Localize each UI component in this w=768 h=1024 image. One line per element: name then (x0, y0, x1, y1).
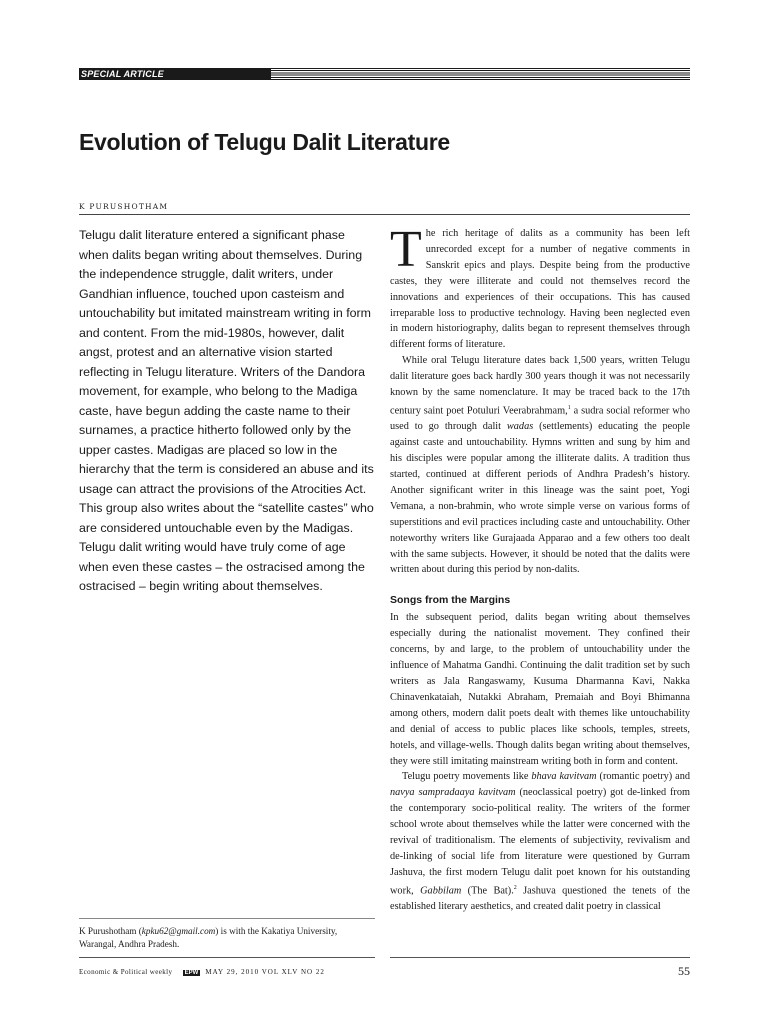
banner-rules (271, 68, 690, 80)
body-text: a sudra social reformer who used to go through dalit (390, 405, 690, 433)
author-rule (79, 214, 690, 215)
article-title: Evolution of Telugu Dalit Literature (79, 129, 450, 155)
page-number: 55 (678, 964, 690, 978)
abstract-text: Telugu dalit literature entered a significant phase when dalits began writing about themselves. During the independence struggle, dalit writers, under Gandhian influence, touched upon casteism and untouchability but imitated mainstream writing in form and content. From the mid-1980s, however, dalit angst, protest and an alternative vision started reflecting in Telugu literature. Writers of the Dandora movement, for example, who belong to the Madiga caste, have begun adding the caste name to their surnames, a practice hitherto followed only by the upper castes. Madigas are placed so low in the hierarchy that the term is considered an abuse and its usage can attract the provisions of the Atrocities Act. This group also writes about the “satellite castes” who are considered untouchable even by the Madigas. Telugu dalit writing would have truly come of age when even these castes – the ostracised among the ostracised – begin writing about themselves. (79, 228, 374, 593)
body-italic: bhava kavitvam (531, 771, 597, 783)
section-heading: Songs from the Margins (390, 594, 511, 607)
footnote-affiliation: ) is with the Kakatiya University, Warangal, Andhra Pradesh. (79, 926, 338, 949)
body-italic: Gabbilam (420, 885, 462, 897)
author-name: K PURUSHOTHAM (79, 202, 169, 211)
footnote-marker[interactable]: 1 (567, 404, 571, 411)
body-text: In the subsequent period, dalits began writing about themselves especially during the nationalist movement. They confined their concerns, by and large, to the problem of untouchability under the influence of Mahatma Gandhi. Continuing the dalit tradition set by such writers as Jala Rangaswamy, Kusuma Dharmanna Kavi, Nakka Chinavenkataiah, Nutakki Abraham, Premaiah and Boyi Bhimanna among others, modern dalit poets dealt with themes like untouchability and denial of access to public places like schools, temples, streets, hotels, and village-wells. Though dalits began writing about themselves, they were still imitating mainstream writing both in form and content. (390, 612, 690, 767)
footer-rule-right (390, 957, 690, 958)
body-paragraph (390, 769, 690, 915)
body-italic: navya sampradaaya kavitvam (390, 787, 516, 799)
abstract (79, 226, 375, 597)
body-column (390, 221, 690, 915)
section-banner (79, 68, 690, 80)
body-text: While oral Telugu literature dates back 1,500 years, written Telugu dalit literature goes back hardly 300 years though it was not necessarily known by the same nomenclature. It may be traced back to the 17th century saint poet Potuluri Veerabrahmam, (390, 355, 690, 417)
issue-date: MAY 29, 2010 VOL XLV NO 22 (205, 968, 325, 976)
body-text: (settlements) educating the people against caste and untouchability. Hymns written and sung by him and his disciples were popular among the illiterate dalits. A tradition thus started, continued at different periods of Andhra Pradesh’s history. Another significant writer in this lineage was the saint poet, Yogi Vemana, a non-brahmin, who wrote simple verse on various forms of superstitions and evil practices including caste and untouchability. Other noteworthy writers like Gurajaada Apparao and a few others too dealt with the same subjects. However, it should be noted that the dalits were written about during this period by non-dalits. (390, 421, 690, 576)
footnote-name: K Purushotham ( (79, 926, 142, 936)
body-text: (romantic poetry) and (596, 771, 690, 783)
footnote-marker[interactable]: 2 (513, 884, 517, 891)
body-paragraph (390, 353, 690, 578)
page-footer (79, 968, 325, 976)
body-text: Jashuva questioned the tenets of the established literary aesthetics, and created dalit poetry in classical (390, 885, 690, 913)
body-text: (The Bat). (461, 885, 514, 897)
body-text: (neoclassical poetry) got de-linked from the contemporary socio-political reality. The writers of the former school wrote about themselves while the latter were concerned with the revival of traditionalism. The elements of subjectivity, revivalism and de-linking of social life from literature were questioned by Gurram Jashuva, the first modern Telugu dalit poet known for his outstanding work, (390, 787, 690, 897)
body-text: he rich heritage of dalits as a community has been left unrecorded except for a number of negative comments in Sanskrit epics and plays. Despite being from the productive castes, they were illiterate and could not themselves record the innovations and experiences of their occupations. This has caused irreparable loss to productive technology. Having been neglected even in modern historiography, dalits began to represent themselves through different forms of literature. (390, 228, 690, 351)
drop-cap: T (390, 221, 422, 278)
section-label: SPECIAL ARTICLE (79, 68, 271, 80)
body-text: Telugu poetry movements like (402, 771, 532, 783)
body-paragraph (390, 610, 690, 769)
footer-rule-left (79, 957, 375, 958)
epw-logo: EPW (184, 970, 199, 976)
author-footnote (79, 925, 375, 950)
journal-name: Economic & Political weekly (79, 968, 173, 976)
body-italic: wadas (506, 421, 534, 433)
footnote-rule (79, 918, 375, 919)
footnote-email[interactable]: kpku62@gmail.com (141, 926, 216, 936)
body-paragraph (390, 221, 690, 353)
